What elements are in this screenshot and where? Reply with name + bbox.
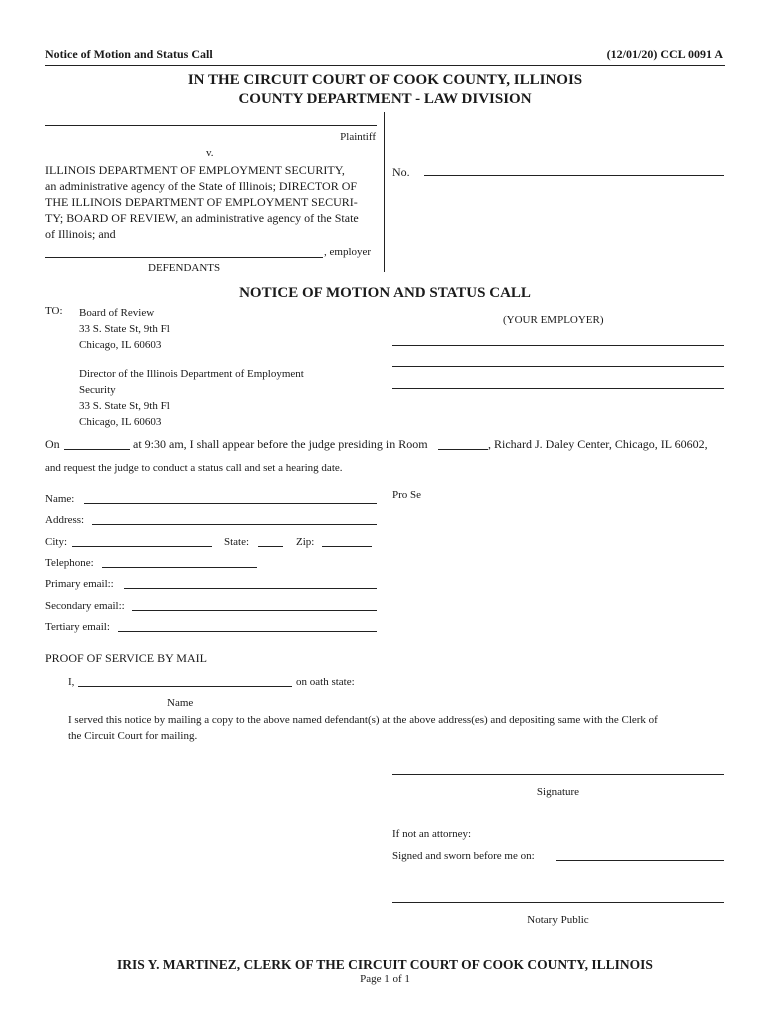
pro-se-label: Pro Se: [392, 489, 422, 501]
name-field[interactable]: [84, 503, 377, 504]
address-line: 33 S. State St, 9th Fl: [79, 323, 170, 335]
address-line: Board of Review: [79, 307, 155, 319]
address-line: Chicago, IL 60603: [79, 416, 162, 428]
defendant-line: THE ILLINOIS DEPARTMENT OF EMPLOYMENT SECURI-: [45, 195, 358, 209]
zip-label: Zip:: [296, 536, 315, 548]
server-name-field[interactable]: [78, 686, 292, 687]
on-label: On: [45, 437, 60, 451]
state-label: State:: [224, 536, 250, 548]
address-label: Address:: [45, 514, 85, 526]
sworn-date-field[interactable]: [556, 860, 724, 861]
address-line: 33 S. State St, 9th Fl: [79, 400, 170, 412]
defendant-line: of Illinois; and: [45, 227, 116, 241]
defendants-label: DEFENDANTS: [148, 262, 221, 274]
notary-signature-field[interactable]: [392, 902, 724, 903]
request-text: and request the judge to conduct a status call and set a hearing date.: [45, 462, 343, 474]
location-text: , Richard J. Daley Center, Chicago, IL 60602,: [488, 437, 708, 451]
employer-address-line-2[interactable]: [392, 366, 724, 367]
defendant-line: ILLINOIS DEPARTMENT OF EMPLOYMENT SECURITY,: [45, 163, 345, 177]
plaintiff-field[interactable]: [45, 125, 377, 126]
city-label: City:: [45, 536, 68, 548]
sworn-label: Signed and sworn before me on:: [392, 850, 535, 862]
form-name: Notice of Motion and Status Call: [45, 47, 213, 61]
secondary-email-label: Secondary email::: [45, 600, 125, 612]
oath-label: on oath state:: [296, 676, 355, 688]
i-label: I,: [68, 676, 75, 688]
proof-heading: PROOF OF SERVICE BY MAIL: [45, 651, 207, 665]
versus: v.: [206, 147, 214, 159]
state-field[interactable]: [258, 546, 283, 547]
address-line: Director of the Illinois Department of Employment: [79, 368, 304, 380]
employer-label: (YOUR EMPLOYER): [503, 314, 604, 326]
telephone-field[interactable]: [102, 567, 257, 568]
date-field[interactable]: [64, 449, 130, 450]
page-number: Page 1 of 1: [360, 973, 410, 985]
caption-divider: [384, 112, 385, 272]
city-field[interactable]: [72, 546, 212, 547]
plaintiff-label: Plaintiff: [340, 131, 376, 143]
employer-suffix: , employer: [324, 246, 372, 258]
header-rule: [45, 65, 725, 66]
employer-address-line-1[interactable]: [392, 345, 724, 346]
proof-body-line: the Circuit Court for mailing.: [68, 730, 198, 742]
to-label: TO:: [45, 305, 63, 317]
secondary-email-field[interactable]: [132, 610, 377, 611]
defendant-block: [45, 162, 359, 242]
case-number-field[interactable]: [424, 175, 724, 176]
case-number-label: No.: [392, 165, 410, 179]
signature-label: Signature: [536, 786, 580, 798]
address-field[interactable]: [92, 524, 377, 525]
address-line: Security: [79, 384, 116, 396]
employer-address-line-3[interactable]: [392, 388, 724, 389]
clerk-footer: IRIS Y. MARTINEZ, CLERK OF THE CIRCUIT COURT OF COOK COUNTY, ILLINOIS: [117, 957, 653, 972]
not-attorney-label: If not an attorney:: [392, 828, 472, 840]
defendant-line: an administrative agency of the State of Illinois; DIRECTOR OF: [45, 179, 358, 193]
address-line: Chicago, IL 60603: [79, 339, 162, 351]
server-name-caption: Name: [167, 697, 194, 709]
tertiary-email-label: Tertiary email:: [45, 621, 110, 633]
employer-field[interactable]: [45, 257, 323, 258]
signature-field[interactable]: [392, 774, 724, 775]
zip-field[interactable]: [322, 546, 372, 547]
notice-title: NOTICE OF MOTION AND STATUS CALL: [239, 285, 531, 301]
court-name: IN THE CIRCUIT COURT OF COOK COUNTY, ILLINOIS: [187, 72, 583, 88]
name-label: Name:: [45, 493, 75, 505]
address-board: [79, 305, 170, 353]
proof-body: [68, 712, 748, 744]
primary-email-field[interactable]: [124, 588, 377, 589]
tertiary-email-field[interactable]: [118, 631, 377, 632]
address-director: [79, 366, 304, 430]
form-number: (12/01/20) CCL 0091 A: [606, 47, 723, 61]
defendant-line: TY; BOARD OF REVIEW, an administrative agency of the State: [45, 211, 359, 225]
telephone-label: Telephone:: [45, 557, 94, 569]
court-division: COUNTY DEPARTMENT - LAW DIVISION: [238, 91, 532, 107]
room-field[interactable]: [438, 449, 488, 450]
time-text: at 9:30 am, I shall appear before the judge presiding in Room: [133, 437, 428, 451]
proof-body-line: I served this notice by mailing a copy to the above named defendant(s) at the above address(es) and depositing same with the Clerk of: [68, 714, 658, 726]
notary-label: Notary Public: [527, 914, 589, 926]
primary-email-label: Primary email::: [45, 578, 114, 590]
